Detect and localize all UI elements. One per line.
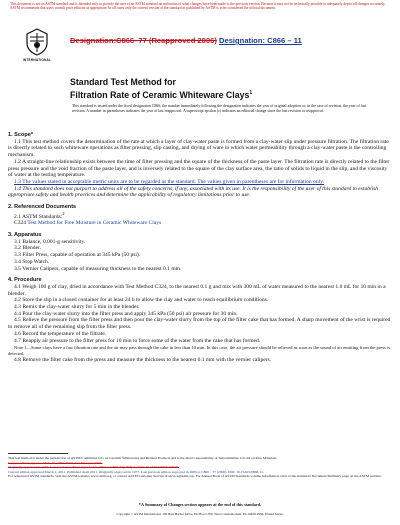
summary-of-changes-note: *A Summary of Changes section appears at the end of this standard. <box>138 502 262 507</box>
footnote-divider <box>8 453 68 454</box>
designation-old: Designation:C866–77 (Reapproved 2006) <box>70 36 217 45</box>
footnote-1-old-edition-2: Originally approved in 1977. Last previous edition approved in 1997 as C866-77(1997)ε1. DOI: 10.1520/C0866-77R06. <box>8 465 180 469</box>
section-4-heading: 4. Procedure <box>8 277 42 284</box>
reference-c324: C324 Test Method for Free Moisture in Ceramic Whiteware Clays <box>14 220 162 227</box>
logo-label: INTERNATIONAL <box>22 58 52 62</box>
astm-logo-icon <box>26 28 48 56</box>
document-notice: This document is not an ASTM standard and is intended only to provide the user of an ASTM standard an indication of what changes have been made to the previous version. Because it may not be technically possible to adequately depict all changes accurately, ASTM recommends that users consult prior editions as appropriate. In all cases only the current version of the standard as published by ASTM is to be considered the official document. <box>10 2 386 11</box>
copyright-line: Copyright © ASTM International, 100 Barr Harbor Drive, PO Box C700, West Conshohocken, PA 19428-2959, United States. <box>116 512 284 516</box>
section-2-heading: 2. Referenced Documents <box>8 204 77 211</box>
title-line-1: Standard Test Method for <box>70 77 176 87</box>
para-3-5: 3.5 Vernier Calipers, capable of measuring thickness to the nearest 0.1 mm. <box>14 265 182 272</box>
title-footnote-marker: 1 <box>249 90 253 96</box>
para-1-1: 1.1 This test method covers the determination of the rate at which a layer of clay-water paste is formed from a clay-water slip under pressure filtration. The filtration rate is directly related to such whiteware operations as filter pressing, slip casting, and drying of ware in which water permeability through a clay-water paste is the controlling mechanism. <box>8 138 389 159</box>
note-1: Note 1—Some clays have a fast filtration rate and the air may pass through the cake in less than 10 min. In this case, the air pressure should be relieved as soon as the sound of air emitting from the press is detected. <box>8 345 391 356</box>
section-3-heading: 3. Apparatus <box>8 231 42 238</box>
para-4-3: 4.3 Remix the clay-water slurry for 5 min in the blender. <box>14 304 140 311</box>
footnotes <box>8 453 392 479</box>
title-line-2: Filtration Rate of Ceramic Whiteware Clays$^1$ <box>70 89 253 100</box>
footnote-1: This test method is under the jurisdiction of ASTM Committee C21 on Ceramic Whitewares and Related Products and is the direct responsibility of Subcommittee C21.04 on Raw Materials. <box>8 456 278 460</box>
footnote-2: For referenced ASTM standards, visit the ASTM website, www.astm.org, or contact ASTM Customer Service at service@astm.org. For Annual Book of ASTM Standards volume information, refer to the standard's Document Summary page on the ASTM website. <box>8 474 382 478</box>
para-3-1: 3.1 Balance, 0.001-g sensitivity. <box>14 238 86 245</box>
standard-note: This standard is issued under the fixed designation C866; the number immediately following the designation indicates the year of original adoption or, in the case of revision, the year of last revision. A number in parentheses indicates the year of last reapproval. A superscript epsilon (ε) indicates an editorial change since the last revision or reapproval. <box>72 104 367 114</box>
footnote-1-old-edition: Current edition approved Feb. 15, 2006. Published February 2006. <box>8 460 103 465</box>
para-1-4: 1.4 This standard does not purport to address all of the safety concerns, if any, associated with its use. It is the responsibility of the user of this standard to establish appropriate safety and health practices and determine the applicability of regulatory limitations prior to use. <box>8 185 379 199</box>
document-title <box>70 77 370 101</box>
para-4-7: 4.7 Reapply air pressure to the filter press for 10 min to force some of the water from the cake that has formed. <box>14 337 261 344</box>
footnote-1-new-edition: Current edition approved March 1, 2011. Published April 2011. Originally approved in 1977. Last previous edition approved in 2006 as C866 – 77 (2006). DOI: 10.1520/C0866-11. <box>8 469 264 474</box>
para-4-2: 4.2 Store the slip in a closed container for at least 24 h to allow the clay and water to reach equilibrium conditions. <box>14 297 269 304</box>
para-1-2: 1.2 A straight-line relationship exists between the time of filter pressing and the square of the thickness of the paste layer. The filtration rate is directly related to the filter press pressure and the void fraction of the paste layer, and is inversely related to the square of the clay surface area, the ratio of solids to liquid in the slip, and the viscosity of water at the testing temperature. <box>8 158 390 179</box>
para-3-4: 3.4 Stop Watch. <box>14 258 50 265</box>
para-2-1: 2.1 ASTM Standards:$^2$ <box>14 210 65 220</box>
para-3-3: 3.3 Filter Press, capable of operation at 345 kPa (50 psi). <box>14 252 141 259</box>
document-body <box>8 132 392 364</box>
designation <box>70 36 302 45</box>
para-1-3: 1.3 The values stated in acceptable metric units are to be regarded as the standard. The values given in parentheses are for information only. <box>14 178 324 185</box>
para-4-8: 4.8 Remove the filter cake from the press and measure the thickness to the nearest 0.1 mm with the vernier calipers. <box>14 357 272 364</box>
para-4-5: 4.5 Relieve the pressure from the filter press and then pour the clay-water slurry from the top of the filter cake that has formed. A sharp movement of the wrist is required to remove all of the remaining slip from the filter press. <box>8 317 391 331</box>
para-4-6: 4.6 Record the temperature of the filtrate. <box>14 330 107 337</box>
reference-c324-link[interactable]: Test Method for Free Moisture in Ceramic Whiteware Clays <box>27 220 162 227</box>
section-1-heading: 1. Scope* <box>8 132 33 138</box>
para-3-2: 3.2 Blender. <box>14 245 41 252</box>
para-4-1: 4.1 Weigh 100 g of clay, dried in accordance with Test Method C324, to the nearest 0.1 g and mix with 300 mL of water measured to the nearest 1.0 mL for 10 min in a blender. <box>8 283 386 297</box>
para-4-4: 4.4 Pour the clay-water slurry into the filter press and apply 345 kPa (50 psi) air pressure for 30 min. <box>14 310 238 317</box>
designation-new: Designation: C866 – 11 <box>219 36 302 45</box>
